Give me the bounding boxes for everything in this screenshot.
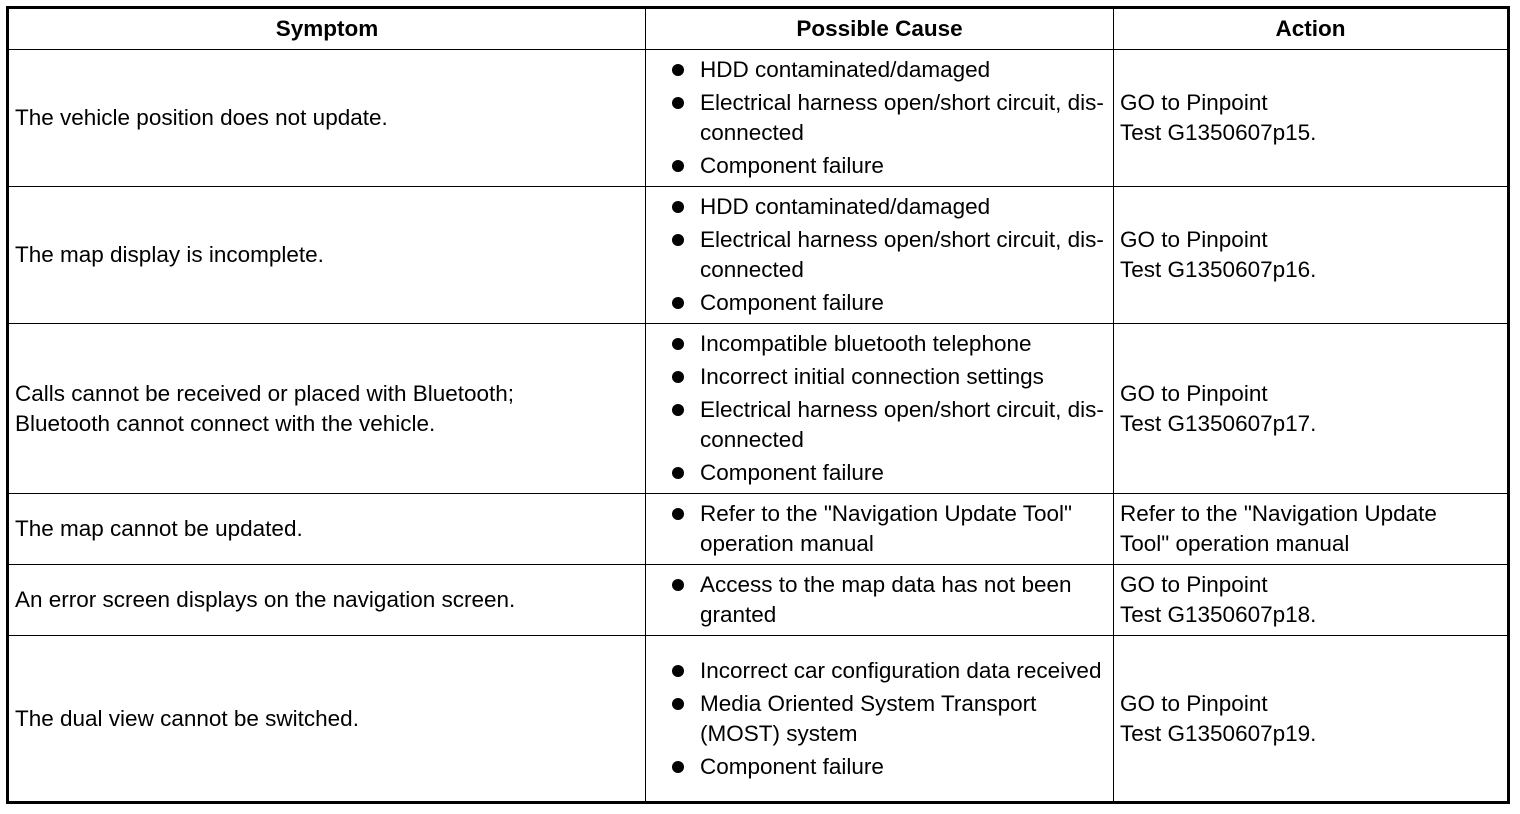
bullet-icon: [672, 160, 684, 172]
list-item: [652, 88, 1107, 151]
header-action: Action: [1114, 8, 1509, 50]
cause-cell: [646, 50, 1114, 187]
cause-cell: [646, 636, 1114, 803]
action-line: GO to Pinpoint: [1120, 380, 1268, 406]
list-item: [652, 192, 1107, 225]
bullet-icon: [672, 508, 684, 520]
action-line: GO to Pinpoint: [1120, 227, 1268, 252]
list-item: [652, 362, 1107, 395]
action-line: GO to Pinpoint: [1120, 90, 1268, 115]
action-cell: [1114, 636, 1509, 803]
bullet-icon: [672, 234, 684, 246]
action-line: Test G1350607p19.: [1120, 720, 1317, 746]
cause-cell: [646, 565, 1114, 636]
action-line: Test G1350607p16.: [1120, 257, 1317, 282]
list-item: [652, 288, 1107, 318]
action-line: Test G1350607p17.: [1120, 410, 1317, 436]
action-cell: [1114, 494, 1509, 565]
list-item: [652, 55, 1107, 88]
bullet-icon: [672, 371, 684, 383]
list-item: [652, 395, 1107, 458]
action-line: Refer to the "Navigation Update: [1120, 501, 1437, 526]
header-row: [8, 8, 1509, 50]
table-row: [8, 187, 1509, 324]
bullet-icon: [672, 665, 684, 677]
cause-text: HDD contaminated/damaged: [700, 194, 991, 219]
header-possible-cause: Possible Cause: [646, 8, 1114, 50]
table-row: [8, 565, 1509, 636]
cause-list: [652, 495, 1107, 563]
list-item: [652, 458, 1107, 488]
cause-text: HDD contaminated/damaged: [700, 57, 991, 82]
symptom-line: Bluetooth cannot connect with the vehicle.: [15, 410, 436, 436]
symptom-cell: An error screen displays on the navigation screen.: [8, 565, 646, 636]
symptom-cell: The map cannot be updated.: [8, 494, 646, 565]
table-row: [8, 636, 1509, 803]
table-row: [8, 50, 1509, 187]
list-item: [652, 656, 1107, 689]
bullet-icon: [672, 761, 684, 773]
header-symptom: Symptom: [8, 8, 646, 50]
cause-text: Component failure: [700, 153, 884, 178]
symptom-cell: The map display is incomplete.: [8, 187, 646, 324]
bullet-icon: [672, 579, 684, 591]
action-cell: [1114, 565, 1509, 636]
cause-text: Electrical harness open/short circuit, dis-connected: [700, 90, 1104, 145]
cause-list: [652, 188, 1107, 322]
cause-text: Access to the map data has not been granted: [700, 572, 1072, 627]
cause-cell: [646, 494, 1114, 565]
cause-text: Refer to the "Navigation Update Tool" operation manual: [700, 501, 1073, 556]
cause-text: Component failure: [700, 290, 884, 315]
symptom-cell: The vehicle position does not update.: [8, 50, 646, 187]
action-cell: [1114, 324, 1509, 494]
bullet-icon: [672, 201, 684, 213]
bullet-icon: [672, 698, 684, 710]
action-line: GO to Pinpoint: [1120, 690, 1268, 716]
cause-cell: [646, 187, 1114, 324]
cause-text: Electrical harness open/short circuit, dis-connected: [700, 227, 1104, 282]
bullet-icon: [672, 467, 684, 479]
cause-list: [652, 566, 1107, 634]
list-item: [652, 689, 1107, 752]
cause-text: Incompatible bluetooth telephone: [700, 331, 1032, 356]
list-item: [652, 752, 1107, 782]
diagnostic-table: [6, 6, 1510, 804]
cause-cell: [646, 324, 1114, 494]
cause-text: Component failure: [700, 753, 884, 779]
action-cell: [1114, 50, 1509, 187]
cause-text: Electrical harness open/short circuit, dis-connected: [700, 397, 1104, 452]
cause-list: [652, 51, 1107, 185]
cause-list: [652, 652, 1107, 786]
bullet-icon: [672, 97, 684, 109]
bullet-icon: [672, 338, 684, 350]
cause-text: Incorrect car configuration data received: [700, 657, 1102, 683]
action-cell: [1114, 187, 1509, 324]
list-item: [652, 151, 1107, 181]
bullet-icon: [672, 64, 684, 76]
cause-text: Media Oriented System Transport (MOST) system: [700, 690, 1037, 746]
symptom-line: Calls cannot be received or placed with Bluetooth;: [15, 380, 515, 406]
symptom-cell: [8, 324, 646, 494]
bullet-icon: [672, 297, 684, 309]
bullet-icon: [672, 404, 684, 416]
list-item: [652, 570, 1107, 630]
table-row: [8, 324, 1509, 494]
action-line: GO to Pinpoint: [1120, 572, 1268, 597]
list-item: [652, 329, 1107, 362]
action-line: Tool" operation manual: [1120, 531, 1350, 556]
cause-text: Incorrect initial connection settings: [700, 364, 1044, 389]
list-item: [652, 499, 1107, 559]
symptom-cell: The dual view cannot be switched.: [8, 636, 646, 803]
list-item: [652, 225, 1107, 288]
action-line: Test G1350607p15.: [1120, 120, 1317, 145]
table-row: [8, 494, 1509, 565]
cause-text: Component failure: [700, 460, 884, 485]
action-line: Test G1350607p18.: [1120, 602, 1317, 627]
cause-list: [652, 325, 1107, 492]
